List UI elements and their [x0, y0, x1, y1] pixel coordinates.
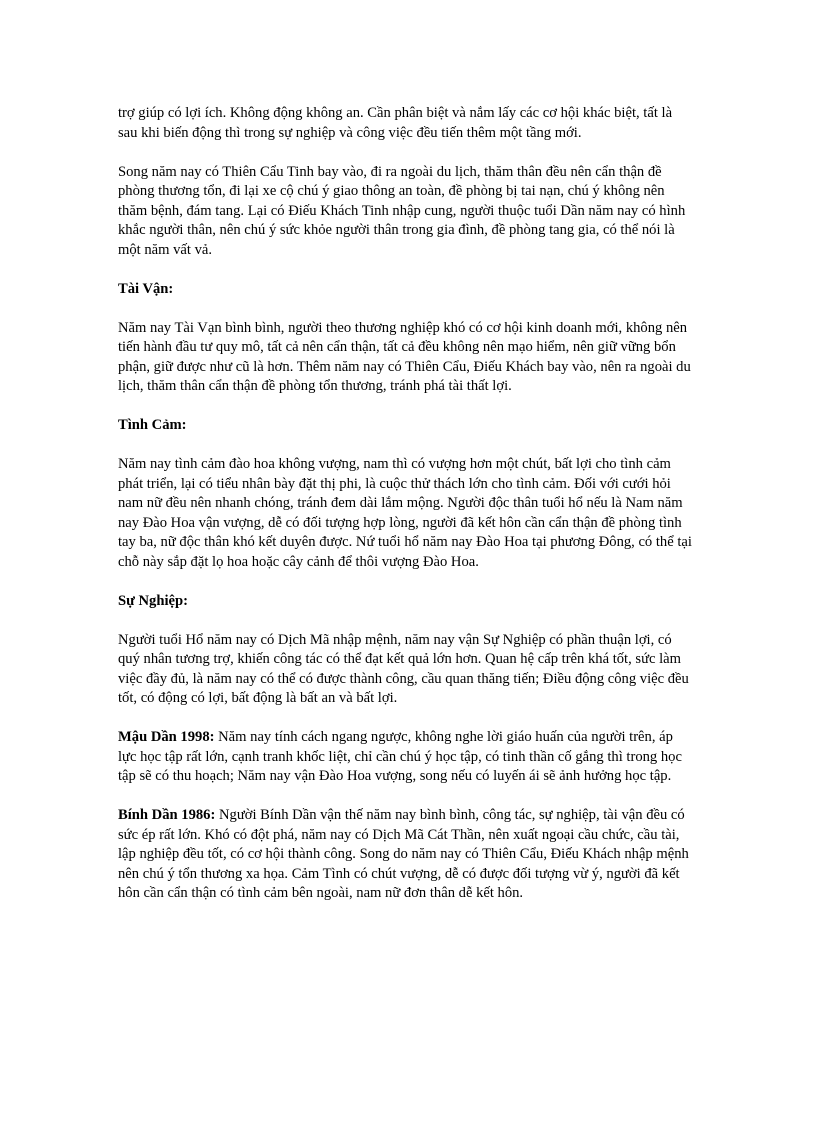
- document-body: [118, 104, 693, 923]
- section-heading-tinh-cam: Tình Cảm:: [118, 417, 187, 433]
- entry-lead: Bính Dần 1986:: [118, 807, 216, 823]
- section-heading-su-nghiep: Sự Nghiệp:: [118, 592, 188, 609]
- entry-text: Người Bính Dần vận thế năm nay bình bình, công tác, sự nghiệp, tài vận đều có sức ép rất lớn. Khó có đột phá, năm nay có Dịch Mã Cát Thần, nên xuất ngoại cầu chức, cầu tài, lập nghiệp đều tốt, có cơ hội thành công. Song do năm nay có Thiên Cẩu, Điếu Khách nhập mệnh nên chú ý tổn thương xa họa. Cảm Tình có chút vượng, dễ có được đối tượng vừ ý, người đã kết hôn cần cẩn thận có tình cảm bên ngoài, nam nữ đơn thân dễ kết hôn.: [118, 807, 689, 901]
- entry-lead: Mậu Dần 1998:: [118, 729, 215, 745]
- section-body-tai-van: Năm nay Tài Vạn bình bình, người theo thương nghiệp khó có cơ hội kinh doanh mới, không nên tiến hành đầu tư quy mô, tất cả nên cẩn thận, tất cả đều không nên mạo hiểm, nên giữ vững bổn phận, giữ được như cũ là hơn. Thêm năm nay có Thiên Cẩu, Điếu Khách bay vào, nên ra ngoài du lịch, thăm thân cẩn thận đề phòng tổn thương, tránh phá tài thất lợi.: [118, 319, 691, 394]
- entry-text: Năm nay tính cách ngang ngược, không nghe lời giáo huấn của người trên, áp lực học tập rất lớn, cạnh tranh khốc liệt, chỉ cần chú ý học tập, có tinh thần cố gắng thì trong học tập sẽ có thu hoạch; Năm nay vận Đào Hoa vượng, song nếu có luyến ái sẽ ảnh hưởng học tập.: [118, 729, 682, 784]
- entry-binh-dan-1986: [118, 806, 693, 904]
- intro-paragraph: trợ giúp có lợi ích. Không động không an. Cần phân biệt và nắm lấy các cơ hội khác biệt, tất là sau khi biến động thì trong sự nghiệp và công việc đều tiến thêm một tầng mới.: [118, 105, 673, 141]
- section-body-su-nghiep: Người tuổi Hổ năm nay có Dịch Mã nhập mệnh, năm nay vận Sự Nghiệp có phần thuận lợi, có quý nhân tương trợ, khiến công tác có thể đạt kết quả lớn hơn. Quan hệ cấp trên khá tốt, sức làm việc đầy đủ, là năm nay có thể có được thành công, cầu quan thăng tiến; Điều động công việc đều tốt, có động có lợi, bất động là bất an và bất lợi.: [118, 631, 689, 706]
- section-body-tinh-cam: Năm nay tình cảm đào hoa không vượng, nam thì có vượng hơn một chút, bất lợi cho tình cảm phát triển, lại có tiểu nhân bày đặt thị phi, là cuộc thử thách lớn cho tình cảm. Đối với cưới hỏi nam nữ đều nên nhanh chóng, tránh đem dài lắm mộng. Người độc thân tuổi hổ nếu là Nam năm nay Đào Hoa vận vượng, dễ có đối tượng hợp lòng, người đã kết hôn cần cẩn thận đề phòng tình tay ba, nữ độc thân khó kết duyên được. Nứ tuổi hổ năm nay Đào Hoa tại phương Đông, có thể tại chỗ này sắp đặt lọ hoa hoặc cây cảnh để thôi vượng Đào Hoa.: [118, 456, 692, 570]
- intro-paragraph: Song năm nay có Thiên Cẩu Tinh bay vào, đi ra ngoài du lịch, thăm thân đều nên cẩn thận đề phòng thương tổn, đi lại xe cộ chú ý giao thông an toàn, đề phòng bị tai nạn, chú ý không nên thăm bệnh, đám tang. Lại có Điếu Khách Tinh nhập cung, người thuộc tuổi Dần năm nay có hình khắc người thân, nên chú ý sức khỏe người thân trong gia đình, đề phòng tang gia, có thể nói là một năm vất vả.: [118, 163, 686, 258]
- section-heading-tai-van: Tài Vận:: [118, 280, 174, 297]
- entry-mau-dan-1998: [118, 728, 693, 787]
